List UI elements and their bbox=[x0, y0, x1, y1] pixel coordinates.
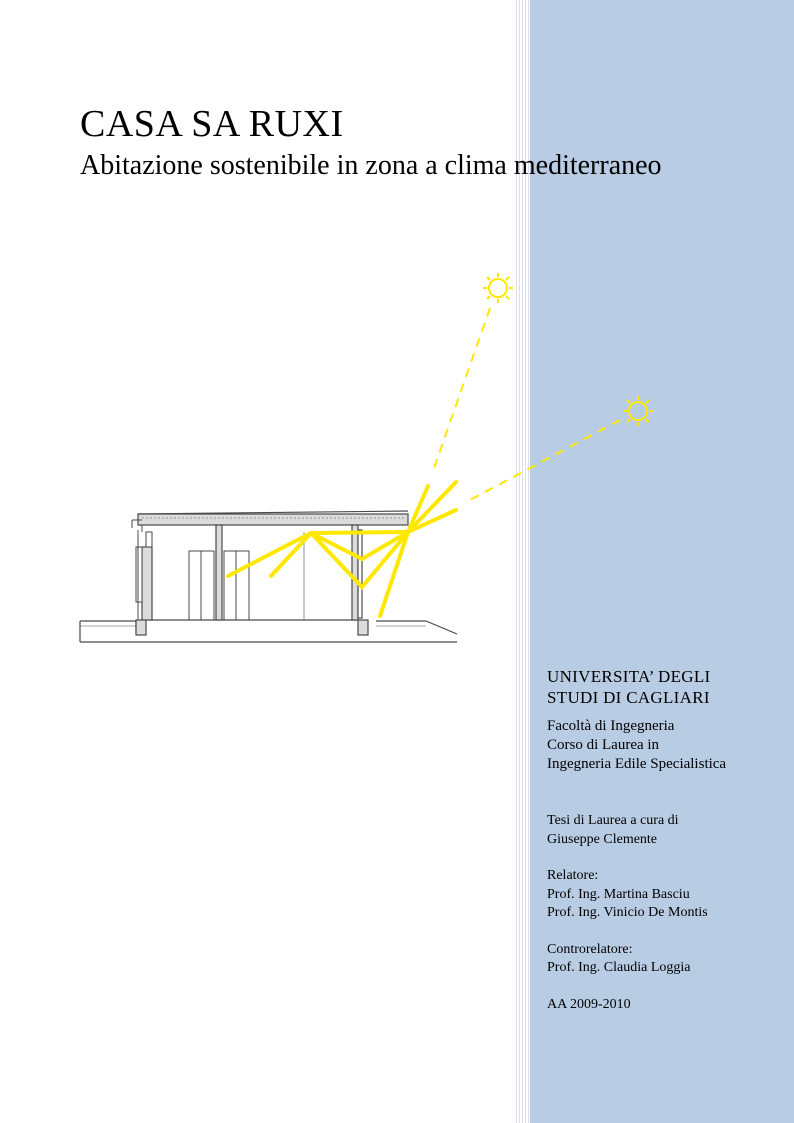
university-name: UNIVERSITA’ DEGLI STUDI DI CAGLIARI bbox=[547, 667, 711, 707]
co-supervisor: Controrelatore: Prof. Ing. Claudia Loggia bbox=[547, 941, 691, 975]
sun-icon-high bbox=[483, 273, 513, 303]
sun-icon-low bbox=[623, 396, 653, 426]
dashed-sun-rays bbox=[432, 308, 620, 500]
cover-subtitle: Abitazione sostenibile in zona a clima mediterraneo bbox=[80, 150, 662, 181]
credits-panel bbox=[547, 666, 787, 1014]
house-walls bbox=[136, 525, 368, 635]
faculty-info: Facoltà di Ingegneria Corso di Laurea in Ingegneria Edile Specialistica bbox=[547, 718, 727, 772]
cover-title: CASA SA RUXI bbox=[80, 103, 344, 145]
house-section-illustration bbox=[76, 262, 676, 652]
solar-ray-paths bbox=[228, 482, 456, 616]
thesis-author: Tesi di Laurea a cura di Giuseppe Clemente bbox=[547, 813, 679, 847]
academic-year: AA 2009-2010 bbox=[547, 996, 631, 1012]
roof-slab bbox=[132, 511, 408, 532]
supervisors: Relatore: Prof. Ing. Martina Basciu Prof. Ing. Vinicio De Montis bbox=[547, 868, 708, 920]
